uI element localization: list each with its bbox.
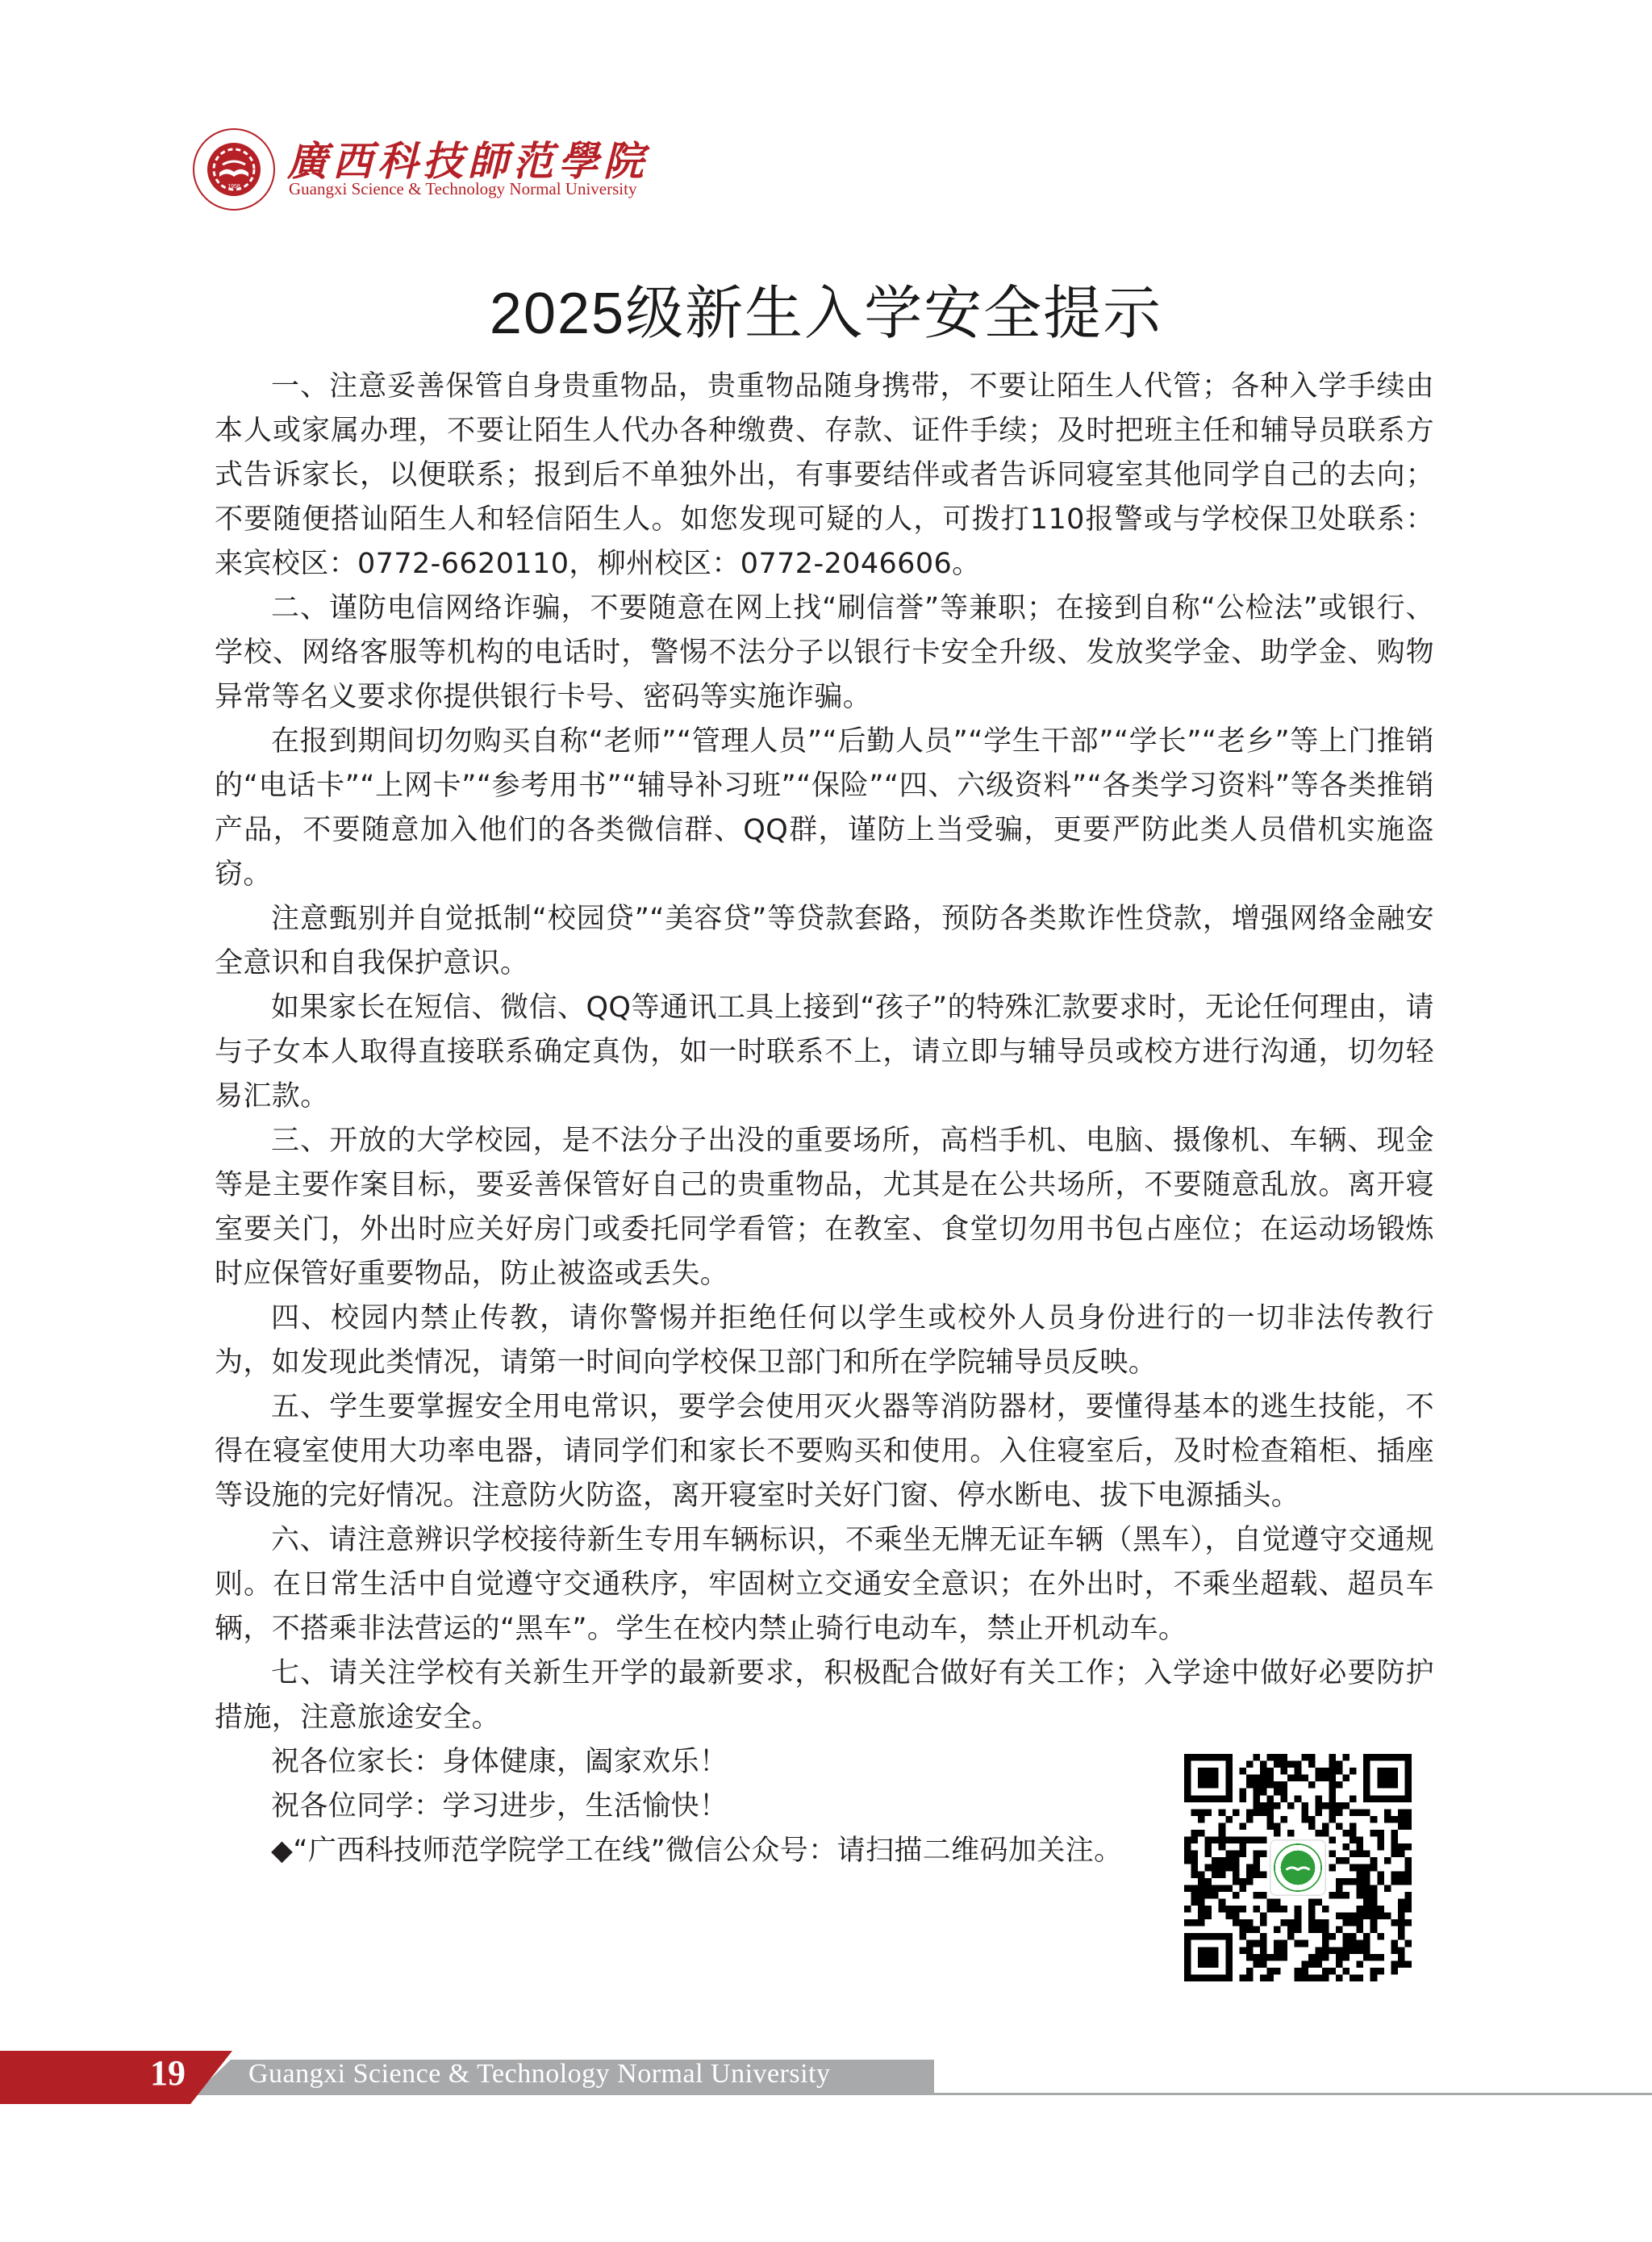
wechat-note: ◆“广西科技师范学院学工在线”微信公众号：请扫描二维码加关注。 [271, 1835, 1123, 1867]
qr-finder-pattern [1363, 1754, 1412, 1802]
paragraph: 注意甄别并自觉抵制“校园贷”“美容贷”等贷款套路，预防各类欺诈性贷款，增强网络金融安全意识和自我保护意识。 [215, 903, 1434, 979]
seal-year: 1958 [227, 184, 240, 190]
page-number: 19 [150, 2053, 186, 2093]
footer-red-band [0, 2051, 232, 2104]
paragraph: 七、请关注学校有关新生开学的最新要求，积极配合做好有关工作；入学途中做好必要防护措施，注意旅途安全。 [215, 1657, 1434, 1734]
logo-english-name: Guangxi Science & Technology Normal University [289, 179, 637, 198]
wish-parents: 祝各位家长：身体健康，阖家欢乐！ [271, 1746, 728, 1778]
university-seal-icon [192, 127, 276, 211]
paragraph: 三、开放的大学校园，是不法分子出没的重要场所，高档手机、电脑、摄像机、车辆、现金等是主要作案目标，要妥善保管好自己的贵重物品，尤其是在公共场所，不要随意乱放。离开寝室要关门，外出时应关好房门或委托同学看管；在教室、食堂切勿用书包占座位；在运动场锻炼时应保管好重要物品，防止被盗或丢失。 [215, 1125, 1434, 1290]
footer-university-name: Guangxi Science & Technology Normal University [248, 2059, 831, 2089]
paragraph: 如果家长在短信、微信、QQ等通讯工具上接到“孩子”的特殊汇款要求时，无论任何理由，请与子女本人取得直接联系确定真伪，如一时联系不上，请立即与辅导员或校方进行沟通，切勿轻易汇款。 [215, 992, 1434, 1113]
qr-center-logo-icon [1270, 1840, 1325, 1895]
qr-code-icon [1184, 1754, 1412, 1981]
paragraph: 五、学生要掌握安全用电常识，要学会使用灭火器等消防器材，要懂得基本的逃生技能，不得在寝室使用大功率电器，请同学们和家长不要购买和使用。入住寝室后，及时检查箱柜、插座等设施的完好情况。注意防火防盗，离开寝室时关好门窗、停水断电、拔下电源插头。 [215, 1391, 1434, 1512]
qr-finder-pattern [1184, 1754, 1233, 1802]
paragraph: 六、请注意辨识学校接待新生专用车辆标识，不乘坐无牌无证车辆（黑车），自觉遵守交通规则。在日常生活中自觉遵守交通秩序，牢固树立交通安全意识；在外出时，不乘坐超载、超员车辆，不搭乘非法营运的“黑车”。学生在校内禁止骑行电动车，禁止开机动车。 [215, 1524, 1434, 1645]
paragraph: 四、校园内禁止传教，请你警惕并拒绝任何以学生或校外人员身份进行的一切非法传教行为，如发现此类情况，请第一时间向学校保卫部门和所在学院辅导员反映。 [215, 1302, 1434, 1379]
wechat-qr-code[interactable] [1184, 1754, 1412, 1981]
page-title: 2025级新生入学安全提示 [489, 282, 1163, 346]
university-logo [192, 127, 676, 208]
paragraph: 一、注意妥善保管自身贵重物品，贵重物品随身携带，不要让陌生人代管；各种入学手续由本人或家属办理，不要让陌生人代办各种缴费、存款、证件手续；及时把班主任和辅导员联系方式告诉家长，以便联系；报到后不单独外出，有事要结伴或者告诉同寝室其他同学自己的去向；不要随便搭讪陌生人和轻信陌生人。如您发现可疑的人，可拨打110报警或与学校保卫处联系：来宾校区：0772-6620110，柳州校区：0772-2046606。 [215, 370, 1434, 580]
paragraph: 二、谨防电信网络诈骗，不要随意在网上找“刷信誉”等兼职；在接到自称“公检法”或银行、学校、网络客服等机构的电话时，警惕不法分子以银行卡安全升级、发放奖学金、助学金、购物异常等名义要求你提供银行卡号、密码等实施诈骗。 [215, 592, 1434, 713]
qr-finder-pattern [1184, 1933, 1233, 1981]
wish-students: 祝各位同学：学习进步，生活愉快！ [271, 1790, 728, 1822]
footer-rule [932, 2093, 1652, 2095]
logo-chinese-name: 廣西科技師范學院 [287, 137, 649, 185]
notice-body [215, 365, 1434, 1873]
paragraph: 在报到期间切勿购买自称“老师”“管理人员”“后勤人员”“学生干部”“学长”“老乡”等上门推销的“电话卡”“上网卡”“参考用书”“辅导补习班”“保险”“四、六级资料”“各类学习资料”等各类推销产品，不要随意加入他们的各类微信群、QQ群，谨防上当受骗，更要严防此类人员借机实施盗窃。 [215, 725, 1434, 891]
